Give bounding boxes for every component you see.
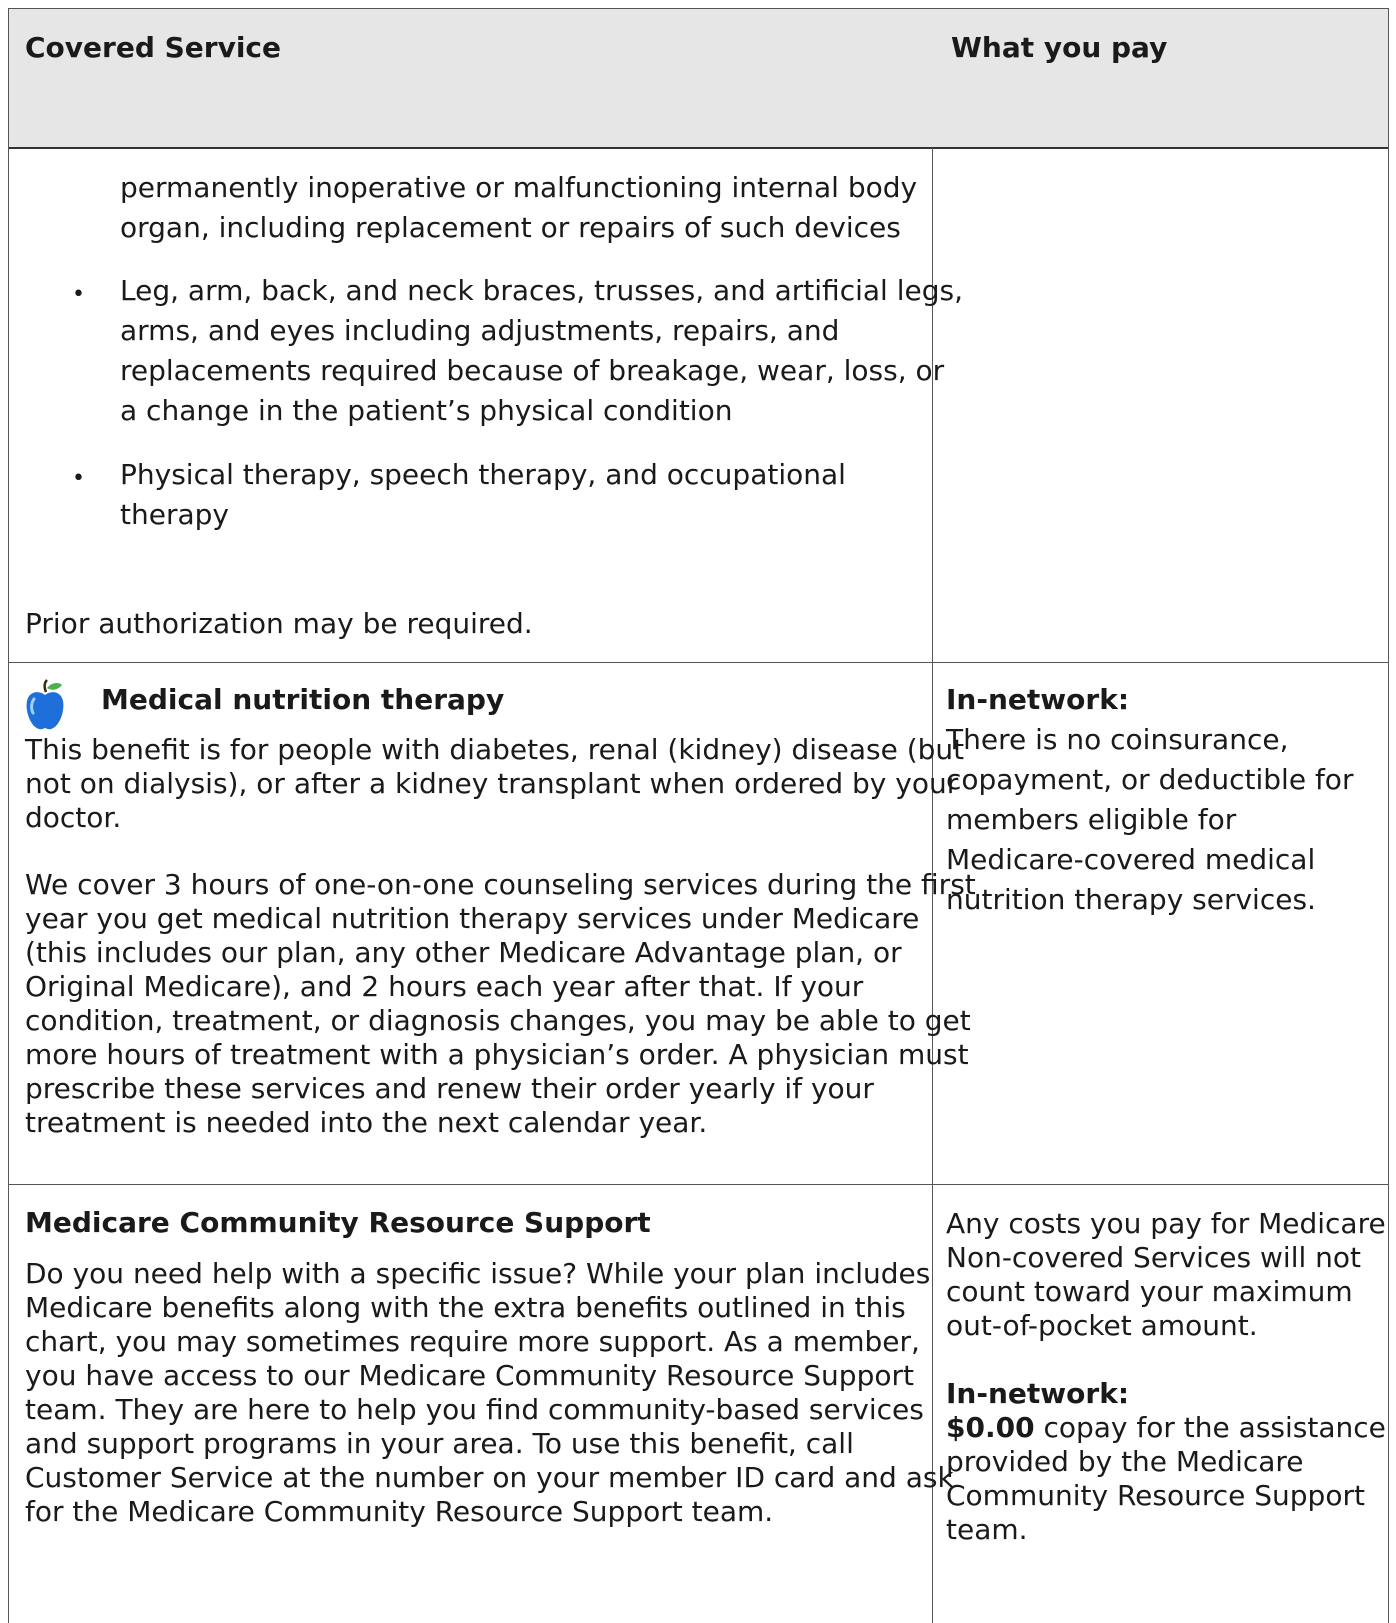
mnt-p2-line-5: condition, treatment, or diagnosis changes, you may be able to get (25, 1004, 971, 1037)
crs-pay-a-line-2: Non-covered Services will not (946, 1241, 1362, 1274)
mnt-p1-line-2: not on dialysis), or after a kidney transplant when ordered by your (25, 767, 959, 800)
table-header (8, 8, 1389, 149)
row-divider-2 (8, 1184, 1389, 1185)
crs-line-4: you have access to our Medicare Community Resource Support (25, 1359, 914, 1392)
continued-line-2: organ, including replacement or repairs of such devices (120, 211, 901, 244)
crs-pay-b-text: copay for the assistance (1034, 1411, 1386, 1444)
crs-line-7: Customer Service at the number on your member ID card and ask (25, 1461, 954, 1494)
mnt-p2-line-2: year you get medical nutrition therapy services under Medicare (25, 902, 920, 935)
crs-pay-b-line-3: Community Resource Support (946, 1479, 1365, 1512)
crs-line-8: for the Medicare Community Resource Support team. (25, 1495, 774, 1528)
crs-pay-b-line-4: team. (946, 1513, 1028, 1546)
section-title-medical-nutrition: Medical nutrition therapy (101, 683, 505, 716)
bullet-icon: • (72, 466, 85, 491)
mnt-pay-line-5: nutrition therapy services. (946, 883, 1316, 916)
crs-pay-a-line-1: Any costs you pay for Medicare (946, 1207, 1386, 1240)
header-what-you-pay: What you pay (951, 31, 1168, 64)
table-border-right (1388, 8, 1389, 1623)
prior-authorization-note: Prior authorization may be required. (25, 607, 533, 640)
mnt-p2-line-3: (this includes our plan, any other Medicare Advantage plan, or (25, 936, 902, 969)
bullet2-line-1: Physical therapy, speech therapy, and occupational (120, 458, 846, 491)
bullet1-line-4: a change in the patient’s physical condition (120, 394, 733, 427)
section-title-community-support: Medicare Community Resource Support (25, 1206, 651, 1239)
mnt-pay-line-1: There is no coinsurance, (946, 723, 1289, 756)
crs-line-3: chart, you may sometimes require more support. As a member, (25, 1325, 920, 1358)
crs-pay-a-line-4: out-of-pocket amount. (946, 1309, 1258, 1342)
mnt-p1-line-3: doctor. (25, 801, 122, 834)
crs-line-2: Medicare benefits along with the extra benefits outlined in this (25, 1291, 906, 1324)
table-border-left (8, 8, 9, 1623)
bullet2-line-2: therapy (120, 498, 229, 531)
crs-pay-b-line-1 (946, 1411, 1386, 1445)
crs-pay-amount: $0.00 (946, 1411, 1035, 1444)
crs-line-6: and support programs in your area. To use this benefit, call (25, 1427, 854, 1460)
mnt-p2-line-8: treatment is needed into the next calendar year. (25, 1106, 708, 1139)
mnt-pay-line-3: members eligible for (946, 803, 1237, 836)
mnt-p2-line-1: We cover 3 hours of one-on-one counseling services during the first (25, 868, 976, 901)
row-divider-1 (8, 662, 1389, 663)
crs-pay-heading: In-network: (946, 1377, 1130, 1410)
mnt-p2-line-7: prescribe these services and renew their order yearly if your (25, 1072, 874, 1105)
bullet1-line-1: Leg, arm, back, and neck braces, trusses, and artificial legs, (120, 274, 963, 307)
mnt-p2-line-4: Original Medicare), and 2 hours each year after that. If your (25, 970, 864, 1003)
continued-line-1: permanently inoperative or malfunctioning internal body (120, 171, 918, 204)
bullet-icon: • (72, 282, 85, 307)
mnt-pay-heading: In-network: (946, 683, 1130, 716)
mnt-p2-line-6: more hours of treatment with a physician’s order. A physician must (25, 1038, 969, 1071)
crs-line-5: team. They are here to help you find community-based services (25, 1393, 924, 1426)
crs-pay-a-line-3: count toward your maximum (946, 1275, 1353, 1308)
bullet1-line-2: arms, and eyes including adjustments, repairs, and (120, 314, 840, 347)
header-covered-service: Covered Service (25, 31, 282, 64)
mnt-pay-line-2: copayment, or deductible for (946, 763, 1354, 796)
mnt-pay-line-4: Medicare-covered medical (946, 843, 1316, 876)
apple-icon (25, 679, 65, 731)
crs-pay-b-line-2: provided by the Medicare (946, 1445, 1304, 1478)
bullet1-line-3: replacements required because of breakage, wear, loss, or (120, 354, 945, 387)
mnt-p1-line-1: This benefit is for people with diabetes, renal (kidney) disease (but (25, 733, 965, 766)
crs-line-1: Do you need help with a specific issue? While your plan includes (25, 1257, 931, 1290)
